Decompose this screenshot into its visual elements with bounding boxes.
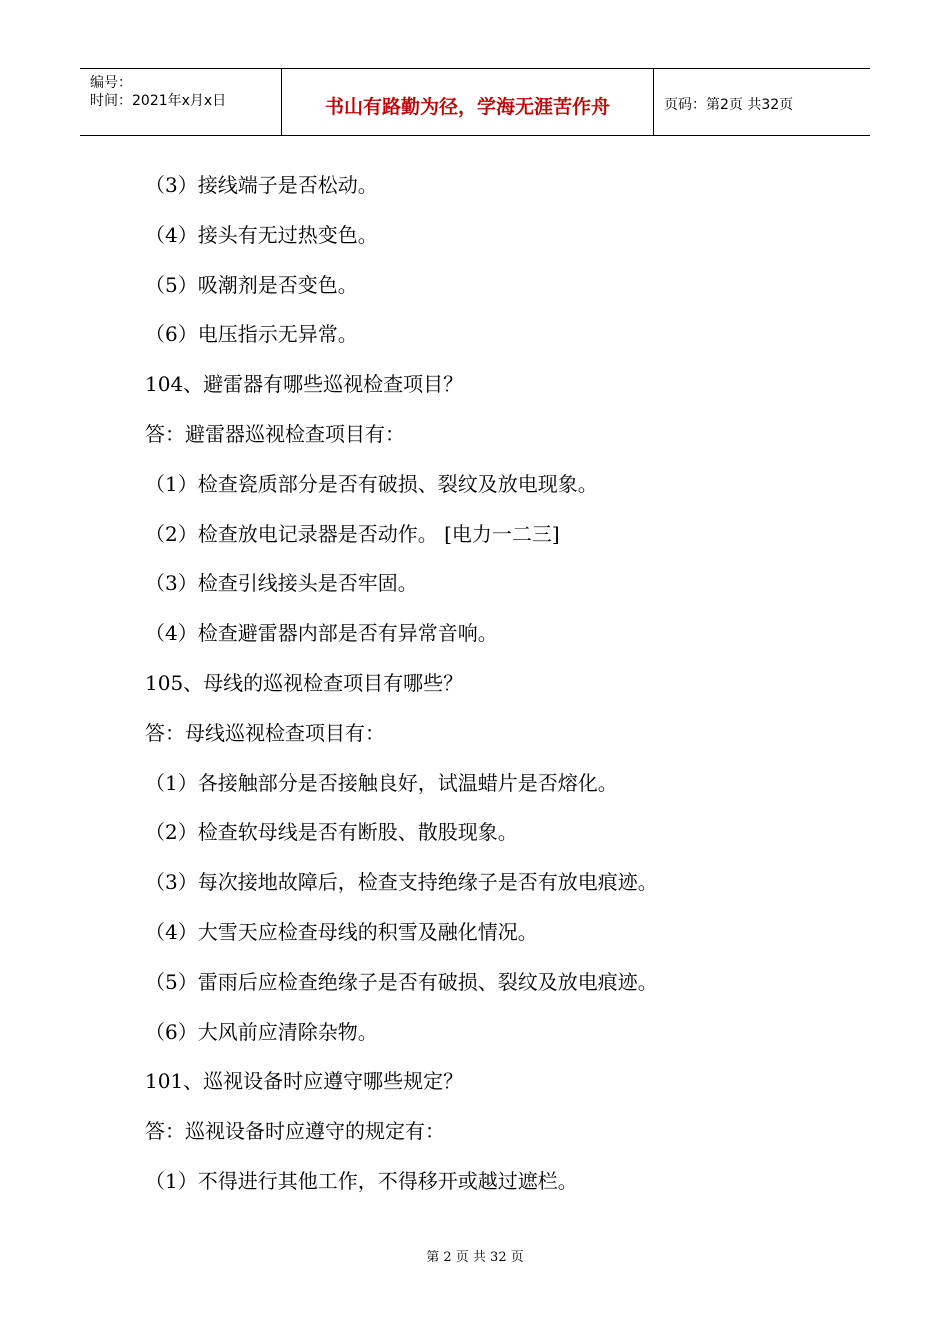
document-number-label: 编号： [90,75,132,91]
text-line: （6）电压指示无异常。 [145,322,358,347]
page-footer: 第 2 页 共 32 页 [426,1250,524,1265]
text-line: （4）检查避雷器内部是否有异常音响。 [145,621,498,646]
text-line: （1）检查瓷质部分是否有破损、裂纹及放电现象。 [145,471,598,496]
text-line: （3）检查引线接头是否牢固。 [145,571,418,596]
text-line: （6）大风前应清除杂物。 [145,1019,378,1044]
text-line: （5）吸潮剂是否变色。 [145,272,358,297]
text-line: （1）不得进行其他工作，不得移开或越过遮栏。 [145,1168,578,1193]
page-header [80,68,870,136]
header-page-info: 页码：第2页 共32页 [664,97,794,113]
header-meta [80,69,282,135]
text-line: （2）检查放电记录器是否动作。 [电力一二三] [145,521,560,546]
text-line: （3）接线端子是否松动。 [145,173,378,197]
question-heading: 101、巡视设备时应遵守哪些规定？ [145,1069,464,1094]
text-line: （5）雷雨后应检查绝缘子是否有破损、裂纹及放电痕迹。 [145,969,658,994]
text-line: （4）接头有无过热变色。 [145,222,378,247]
header-motto: 书山有路勤为径，学海无涯苦作舟 [282,69,654,135]
text-line: （4）大雪天应检查母线的积雪及融化情况。 [145,919,538,944]
text-line: （2）检查软母线是否有断股、散股现象。 [145,820,518,845]
answer-intro: 答：母线巡视检查项目有： [145,720,385,745]
text-line: （3）每次接地故障后，检查支持绝缘子是否有放电痕迹。 [145,870,658,895]
document-body [145,169,825,1215]
text-line: （1）各接触部分是否接触良好，试温蜡片是否熔化。 [145,770,618,795]
document-time: 时间：2021年x月x日 [90,93,227,109]
question-heading: 105、母线的巡视检查项目有哪些？ [145,670,464,695]
answer-intro: 答：巡视设备时应遵守的规定有： [145,1119,445,1144]
question-heading: 104、避雷器有哪些巡视检查项目？ [145,372,464,397]
answer-intro: 答：避雷器巡视检查项目有： [145,421,405,446]
